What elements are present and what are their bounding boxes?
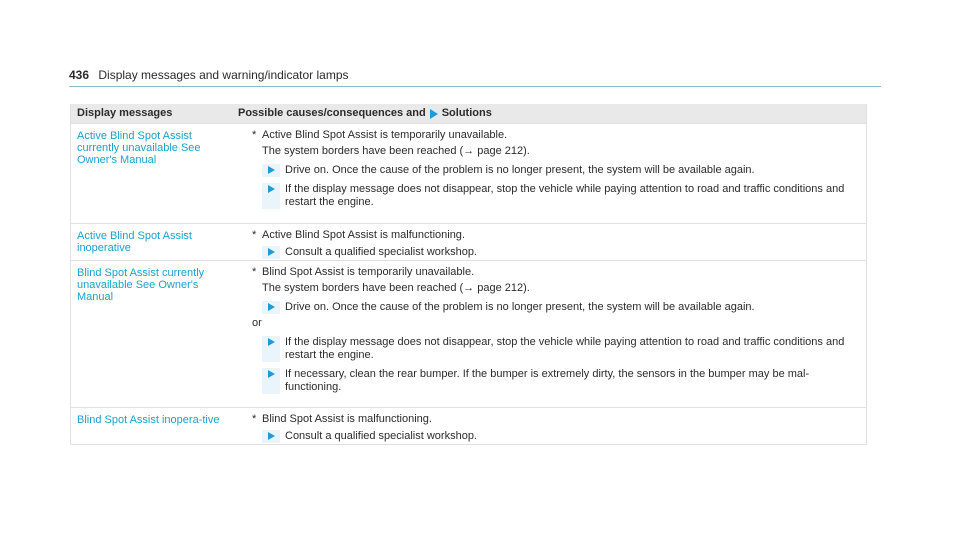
action-marker: [262, 368, 280, 394]
table-header: [71, 104, 866, 123]
causes-cell: [241, 224, 866, 260]
cause: * Blind Spot Assist is temporarily unavailable.: [252, 266, 475, 278]
column-header-causes-label: Possible causes/consequences and: [238, 107, 426, 119]
display-message: Blind Spot Assist inopera-tive: [77, 414, 220, 426]
action-text: Consult a qualified specialist workshop.: [285, 246, 477, 258]
action-text: If the display message does not disappear, stop the vehicle while paying attention to road and traffic conditions and restart the engine.: [285, 336, 845, 361]
action-marker: [262, 336, 280, 362]
detail-text: The system borders have been reached (→ page 212).: [262, 282, 530, 294]
cause-text: Blind Spot Assist is malfunctioning.: [262, 413, 432, 425]
action-text: Drive on. Once the cause of the problem is no longer present, the system will be available again.: [285, 164, 755, 176]
causes-cell: [241, 408, 866, 444]
action-marker: [262, 183, 280, 209]
action-item: [252, 301, 862, 314]
action-text: Drive on. Once the cause of the problem is no longer present, the system will be available again.: [285, 301, 755, 313]
arrow-right-icon: [268, 432, 275, 440]
action-marker: [262, 430, 280, 443]
messages-table: [70, 104, 867, 445]
table-row: [71, 260, 866, 407]
cause: * Active Blind Spot Assist is malfunctioning.: [252, 229, 465, 241]
causes-cell: [241, 261, 866, 407]
action-text: If necessary, clean the rear bumper. If the bumper is extremely dirty, the sensors in the bumper may be mal-functioning.: [285, 368, 810, 393]
arrow-right-icon: [268, 303, 275, 311]
detail-text: The system borders have been reached (→ page 212).: [262, 145, 530, 157]
column-header-solutions-label: Solutions: [441, 107, 492, 119]
arrow-right-icon: [430, 109, 438, 119]
arrow-right-icon: [268, 166, 275, 174]
arrow-right-icon: [268, 248, 275, 256]
table-row: [71, 223, 866, 260]
action-item: [252, 183, 862, 209]
cause-text: Active Blind Spot Assist is malfunctioning.: [262, 229, 465, 241]
cause: * Active Blind Spot Assist is temporarily unavailable.: [252, 129, 508, 141]
or-label: or: [252, 317, 262, 329]
action-text: Consult a qualified specialist workshop.: [285, 430, 477, 442]
action-item: [252, 164, 862, 177]
causes-cell: [241, 124, 866, 223]
table-row: [71, 407, 866, 444]
table-row: [71, 123, 866, 223]
action-item: [252, 246, 862, 259]
display-message: Active Blind Spot Assist inoperative: [77, 230, 192, 254]
action-item: [252, 368, 862, 394]
page-number: 436: [69, 68, 90, 82]
page-title: Display messages and warning/indicator lamps: [98, 68, 349, 82]
cause-text: Active Blind Spot Assist is temporarily unavailable.: [262, 129, 508, 141]
page-header: [69, 66, 881, 87]
column-header-causes: [235, 107, 866, 120]
action-item: [252, 336, 862, 362]
action-text: If the display message does not disappear, stop the vehicle while paying attention to road and traffic conditions and restart the engine.: [285, 183, 845, 208]
action-marker: [262, 246, 280, 259]
display-message: Active Blind Spot Assist currently unavailable See Owner's Manual: [77, 130, 201, 166]
display-message: Blind Spot Assist currently unavailable See Owner's Manual: [77, 267, 205, 303]
arrow-right-icon: [268, 370, 275, 378]
action-marker: [262, 164, 280, 177]
action-item: [252, 430, 862, 443]
cause-text: Blind Spot Assist is temporarily unavailable.: [262, 266, 475, 278]
arrow-right-icon: [268, 338, 275, 346]
action-marker: [262, 301, 280, 314]
column-header-messages: Display messages: [77, 107, 173, 119]
arrow-right-icon: [268, 185, 275, 193]
cause: * Blind Spot Assist is malfunctioning.: [252, 413, 432, 425]
